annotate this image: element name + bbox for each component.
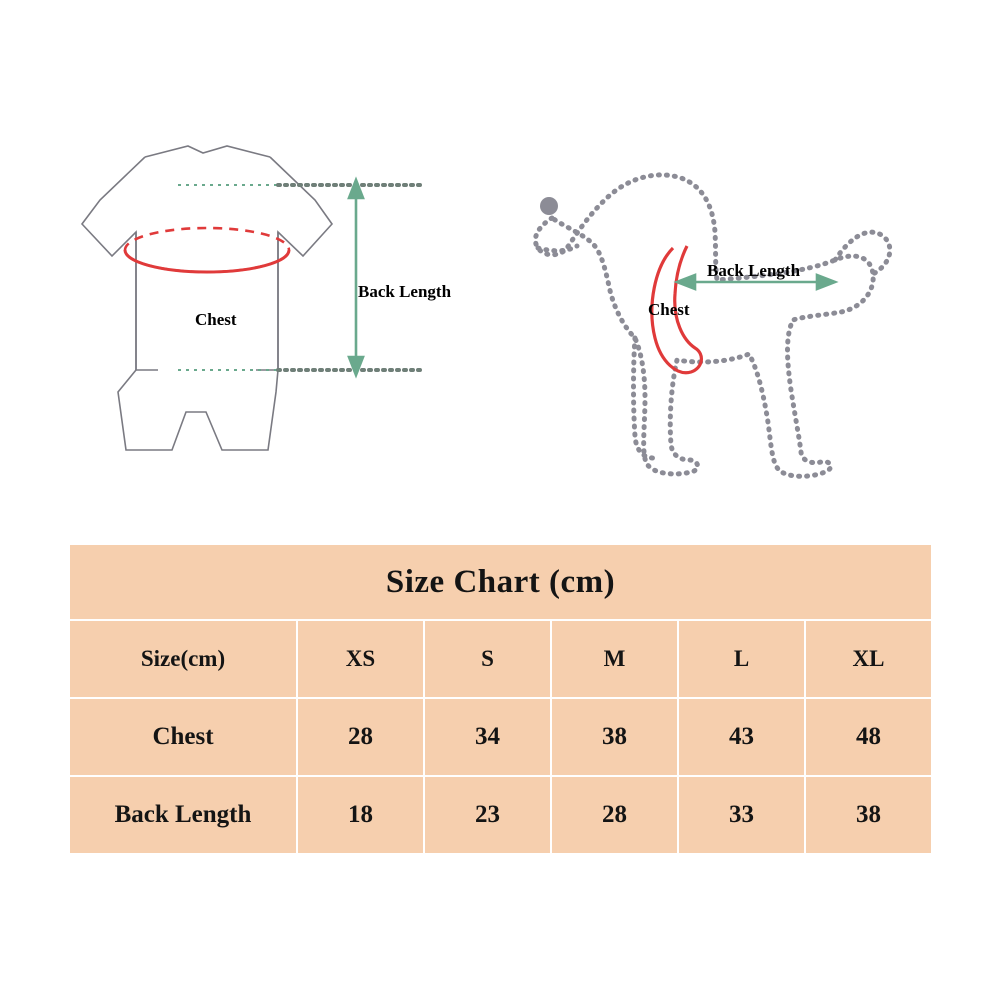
back-length-label-dog: Back Length — [707, 261, 801, 280]
column-header-s: S — [424, 620, 551, 698]
size-chart-table — [68, 543, 933, 855]
chest-xs: 28 — [297, 698, 424, 776]
table-row — [69, 776, 932, 854]
back-length-s: 23 — [424, 776, 551, 854]
size-chart-table-wrapper — [68, 543, 932, 855]
table-title-row — [69, 544, 932, 620]
row-label-chest: Chest — [69, 698, 297, 776]
chest-xl: 48 — [805, 698, 932, 776]
chest-l: 43 — [678, 698, 805, 776]
back-length-l: 33 — [678, 776, 805, 854]
back-length-m: 28 — [551, 776, 678, 854]
back-length-label-garment: Back Length — [358, 282, 452, 301]
chest-label-dog: Chest — [648, 300, 690, 319]
column-header-m: M — [551, 620, 678, 698]
column-header-xs: XS — [297, 620, 424, 698]
chest-s: 34 — [424, 698, 551, 776]
row-label-back-length: Back Length — [69, 776, 297, 854]
column-header-size: Size(cm) — [69, 620, 297, 698]
back-length-xl: 38 — [805, 776, 932, 854]
chest-m: 38 — [551, 698, 678, 776]
table-header-row — [69, 620, 932, 698]
size-chart-title: Size Chart (cm) — [69, 544, 932, 620]
dog-illustration — [505, 140, 905, 500]
column-header-l: L — [678, 620, 805, 698]
back-length-xs: 18 — [297, 776, 424, 854]
column-header-xl: XL — [805, 620, 932, 698]
chest-label-garment: Chest — [195, 310, 237, 329]
table-row — [69, 698, 932, 776]
